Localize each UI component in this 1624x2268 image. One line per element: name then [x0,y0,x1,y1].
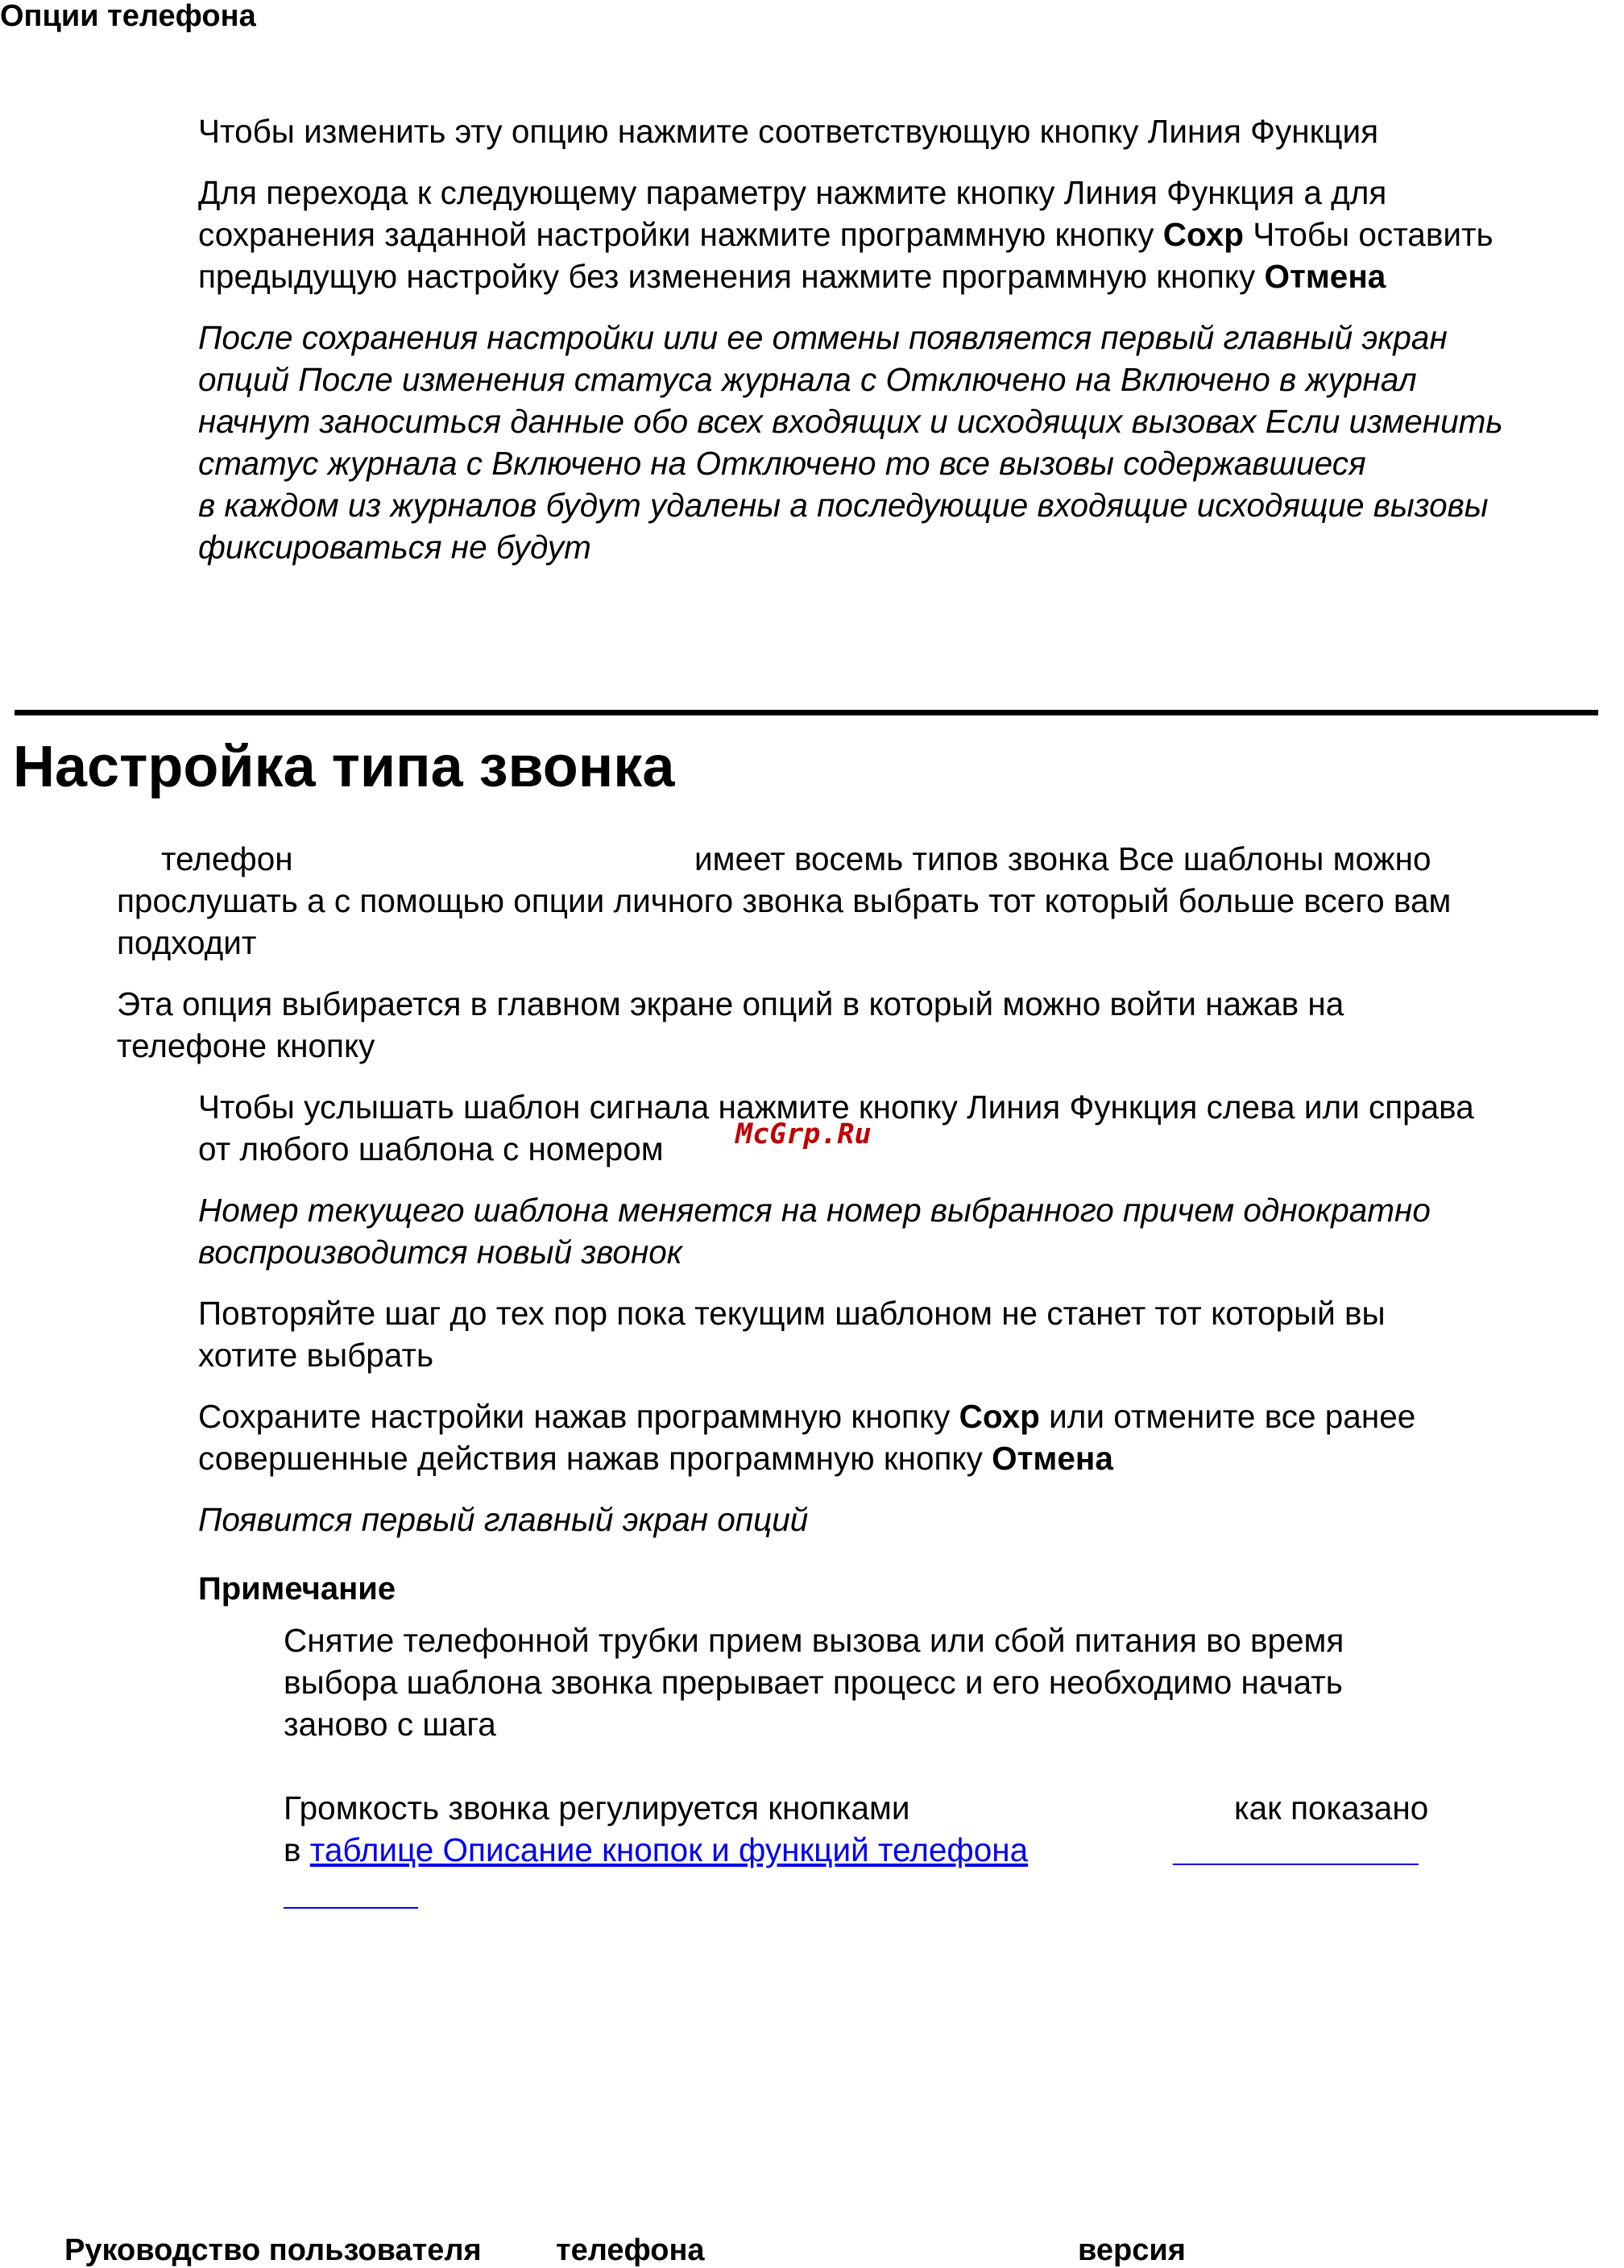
note-volume-line-1a: Громкость звонка регулируется кнопками [284,1789,910,1826]
ring-step-1-line-2: от любого шаблона с номером [198,1130,664,1167]
ring-step-2-line-2: хотите выбрать [198,1337,434,1374]
result-line: в каждом из журналов будут удалены а последующие входящие исходящие вызовы [198,487,1489,524]
ring-step-1-result-line-2: воспроизводится новый звонок [198,1234,682,1271]
ring-step-1-result-line-1: Номер текущего шаблона меняется на номер выбранного причем однократно [198,1192,1431,1229]
option-location-line-1: Эта опция выбирается в главном экране опций в который можно войти нажав на [117,985,1344,1022]
ring-step-3-result: Появится первый главный экран опций [198,1501,809,1538]
step-next-parameter-line-1: Для перехода к следующему параметру нажмите кнопку Линия Функция а для [198,174,1387,211]
step-next-parameter-line-3: предыдущую настройку без изменения нажмите программную кнопку Отмена [198,258,1386,295]
ring-step-1-line-1: Чтобы услышать шаблон сигнала нажмите кнопку Линия Функция слева или справа [198,1088,1474,1126]
intro-line-2: прослушать а с помощью опции личного звонка выбрать тот который больше всего вам [117,882,1452,919]
ring-step-3-line-2: совершенные действия нажав программную кнопку Отмена [198,1440,1113,1477]
section-divider [14,710,1598,715]
footer-manual-title: Руководство пользователя [64,2233,482,2267]
link-underline-continuation[interactable] [1173,1864,1419,1865]
buttons-table-link[interactable]: таблице Описание кнопок и функций телефона [309,1831,1029,1868]
footer-version: версия [1078,2233,1186,2267]
result-line: фиксироваться не будут [198,529,591,566]
note-volume-line-1b: как показано [1234,1789,1429,1826]
step-change-option: Чтобы изменить эту опцию нажмите соответствующую кнопку Линия Функция [198,113,1379,150]
note-heading: Примечание [198,1571,396,1607]
soft-key-cancel-label: Отмена [1264,258,1386,295]
result-line: После сохранения настройки или ее отмены появляется первый главный экран [198,319,1448,356]
soft-key-save-label: Сохр [1162,216,1244,253]
note-line: заново с шага [284,1706,496,1743]
step-next-parameter-line-2: сохранения заданной настройки нажмите программную кнопку Сохр Чтобы оставить [198,216,1494,253]
ring-step-2-line-1: Повторяйте шаг до тех пор пока текущим шаблоном не станет тот который вы [198,1295,1386,1332]
footer-phone: телефона [556,2233,705,2267]
option-location-line-2: телефоне кнопку [117,1027,375,1064]
watermark-text: McGrp.Ru [735,1118,872,1151]
result-line: статус журнала с Включено на Отключено то все вызовы содержавшиеся [198,445,1366,482]
link-underline-continuation[interactable] [284,1907,418,1909]
result-line: начнут заноситься данные обо всех входящих и исходящих вызовах Если изменить [198,403,1503,440]
intro-line-3: подходит [117,924,257,961]
soft-key-cancel-label: Отмена [992,1440,1113,1477]
result-line: опций После изменения статуса журнала с Отключено на Включено в журнал [198,361,1417,398]
intro-line-1b: имеет восемь типов звонка Все шаблоны можно [694,840,1431,877]
intro-line-1a: телефон [161,840,293,877]
section-title: Настройка типа звонка [13,735,675,799]
note-line: выбора шаблона звонка прерывает процесс и его необходимо начать [284,1664,1343,1701]
soft-key-save-label: Сохр [959,1398,1040,1435]
page-header-title: Опции телефона [0,0,256,33]
note-line: Снятие телефонной трубки прием вызова или сбой питания во время [284,1622,1344,1659]
ring-step-3-line-1: Сохраните настройки нажав программную кнопку Сохр или отмените все ранее [198,1398,1416,1435]
note-volume-line-2: в таблице Описание кнопок и функций телефона [284,1831,1029,1868]
